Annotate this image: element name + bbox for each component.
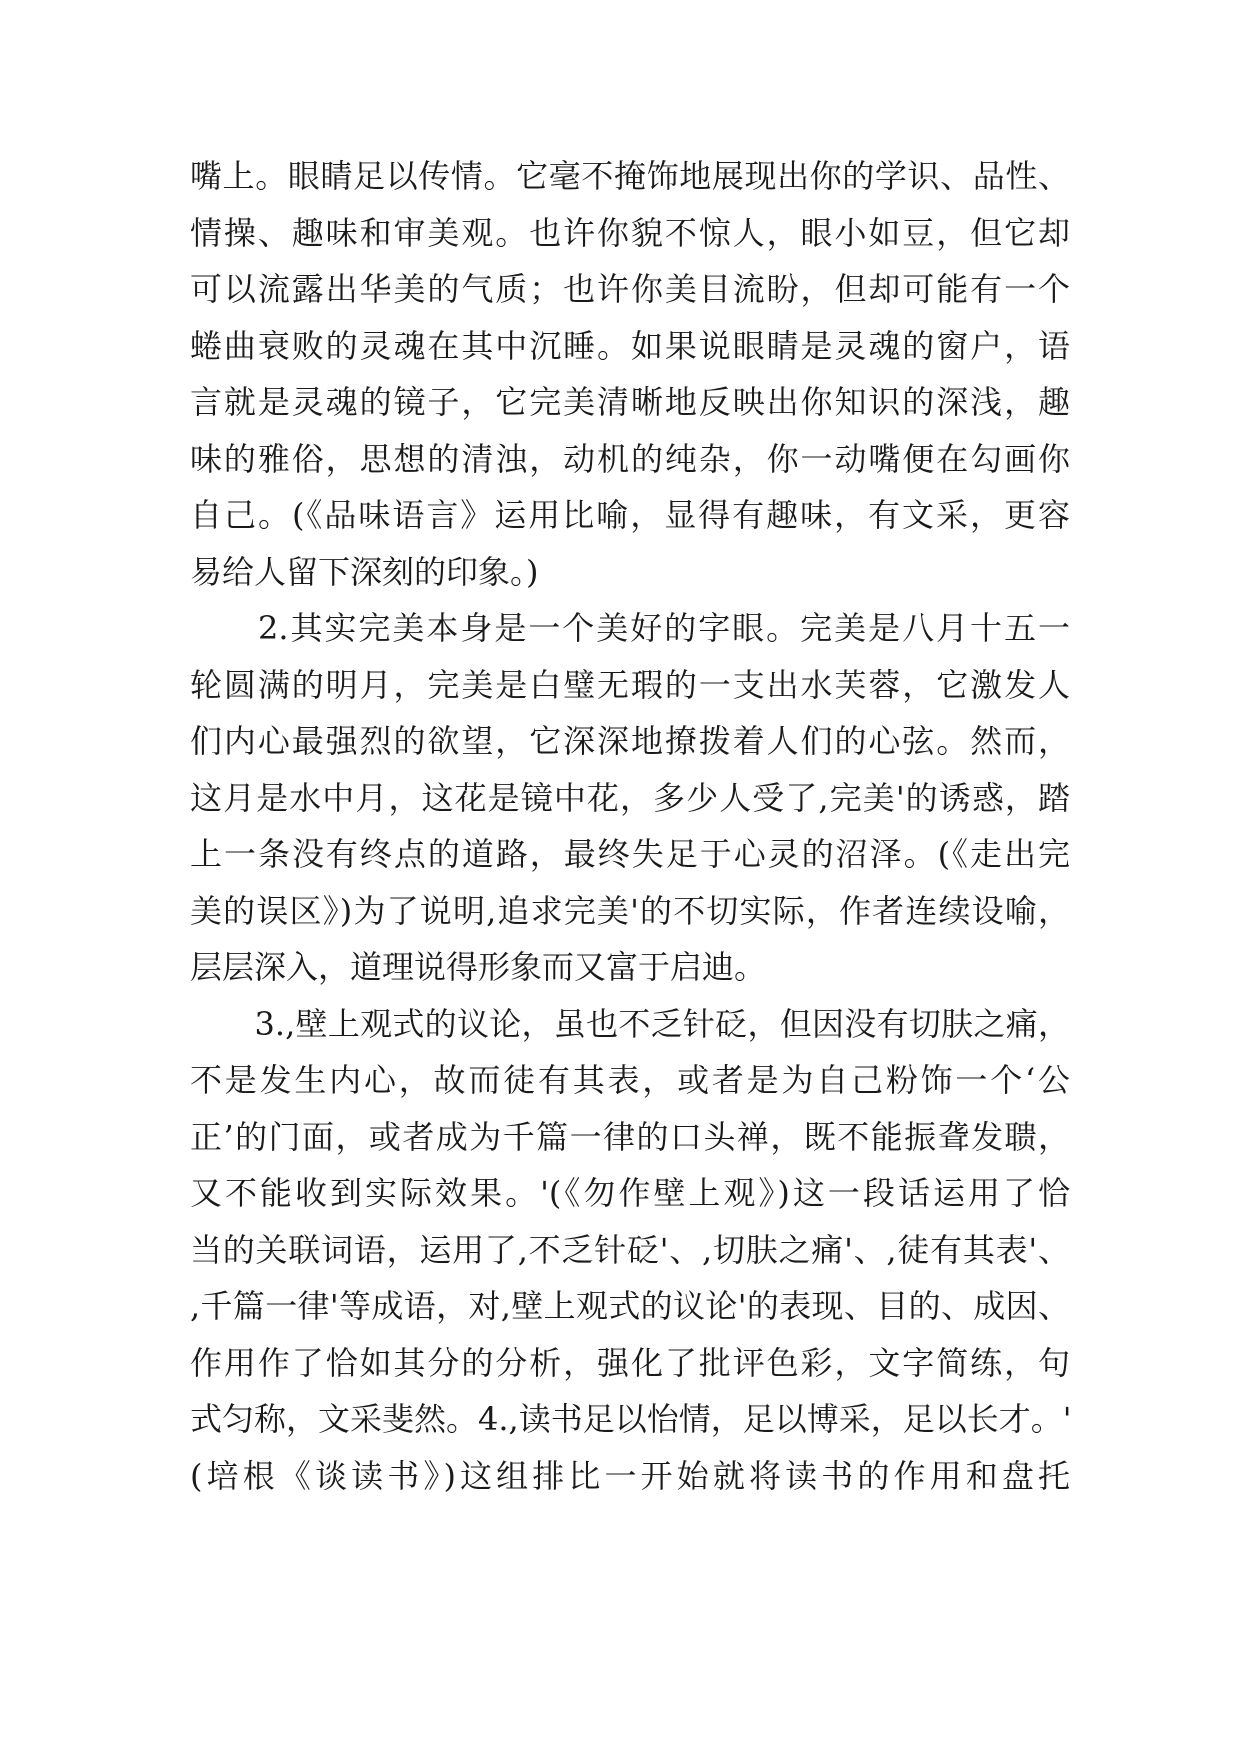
text-line: 层层深入，道理说得形象而又富于启迪。 bbox=[190, 948, 767, 986]
text-line: 这月是水中月，这花是镜中花，多少人受了,完美'的诱惑，踏 bbox=[190, 778, 1070, 817]
text-line: 嘴上。眼睛足以传情。它毫不掩饰地展现出你的学识、品性、 bbox=[190, 157, 1070, 195]
body-text bbox=[190, 148, 1070, 1504]
text-line: 自己。(《品味语言》运用比喻，显得有趣味，有文采，更容 bbox=[190, 496, 1070, 534]
text-line: ,千篇一律'等成语，对,壁上观式的议论'的表现、目的、成因、 bbox=[190, 1287, 1070, 1325]
text-line: (培根《谈读书》)这组排比一开始就将读书的作用和盘托 bbox=[190, 1456, 1070, 1495]
text-line: 正’的门面，或者成为千篇一律的口头禅，既不能振聋发聩， bbox=[190, 1117, 1070, 1156]
text-line: 美的误区》)为了说明,追求完美'的不切实际，作者连续设喻， bbox=[190, 891, 1070, 930]
text-line: 言就是灵魂的镜子，它完美清晰地反映出你知识的深浅，趣 bbox=[190, 383, 1070, 421]
text-line: 又不能收到实际效果。'(《勿作壁上观》)这一段话运用了恰 bbox=[190, 1174, 1070, 1212]
text-line: 味的雅俗，思想的清浊，动机的纯杂，你一动嘴便在勾画你 bbox=[190, 439, 1070, 478]
text-line: 不是发生内心，故而徒有其表，或者是为自己粉饰一个‘公 bbox=[190, 1061, 1070, 1099]
text-line: 们内心最强烈的欲望，它深深地撩拨着人们的心弦。然而， bbox=[190, 722, 1070, 760]
text-line: 蜷曲衰败的灵魂在其中沉睡。如果说眼睛是灵魂的窗户，语 bbox=[190, 326, 1070, 365]
text-line: 3.,壁上观式的议论，虽也不乏针砭，但因没有切肤之痛， bbox=[190, 1004, 1070, 1043]
text-line: 作用作了恰如其分的分析，强化了批评色彩，文字简练，句 bbox=[190, 1343, 1070, 1382]
text-line: 上一条没有终点的道路，最终失足于心灵的沼泽。(《走出完 bbox=[190, 835, 1070, 873]
text-line: 式匀称，文采斐然。4.,读书足以怡情，足以博采，足以长才。' bbox=[190, 1400, 1072, 1438]
text-line: 情操、趣味和审美观。也许你貌不惊人，眼小如豆，但它却 bbox=[190, 213, 1070, 252]
text-line: 2.其实完美本身是一个美好的字眼。完美是八月十五一 bbox=[190, 609, 1070, 647]
text-line: 可以流露出华美的气质；也许你美目流盼，但却可能有一个 bbox=[190, 270, 1070, 308]
text-line: 当的关联词语，运用了,不乏针砭'、,切肤之痛'、,徒有其表'、 bbox=[190, 1230, 1070, 1269]
text-line: 易给人留下深刻的印象。) bbox=[190, 552, 539, 591]
text-line: 轮圆满的明月，完美是白璧无瑕的一支出水芙蓉，它激发人 bbox=[190, 665, 1070, 704]
